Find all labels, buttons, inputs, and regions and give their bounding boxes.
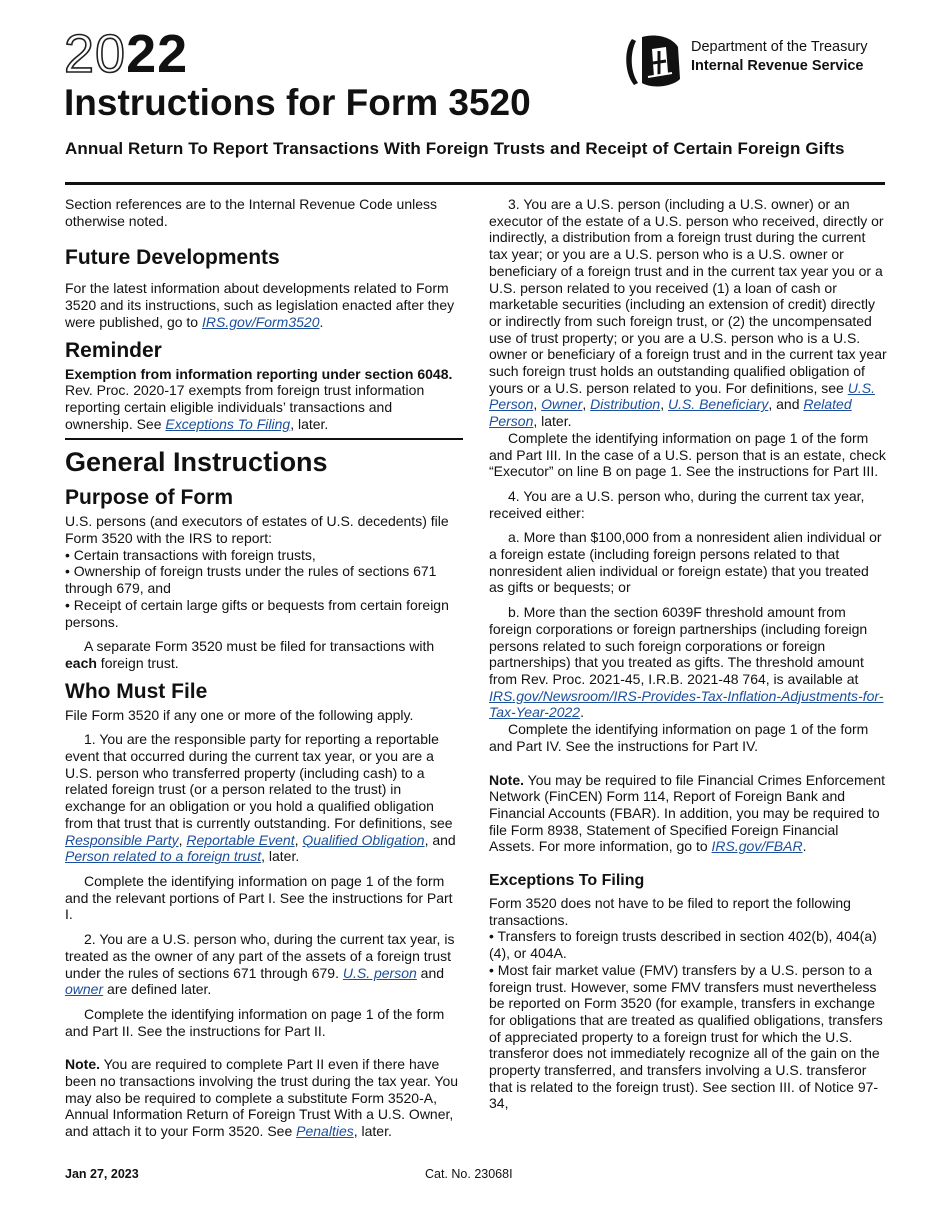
text: Who Must File: [65, 679, 208, 703]
text: Complete the identifying information on page 1 of the form and the relevant portions of Part I. See the instructions for Part I.: [65, 872, 453, 923]
paragraph: [489, 721, 887, 754]
bold-text: Exemption from information reporting under section 6048.: [65, 365, 453, 382]
text: a. More than $100,000 from a nonresident alien individual or a foreign estate (including foreign persons related to that nonresident alien individual or foreign estate) that you treated as gifts or bequests; or: [489, 529, 882, 596]
section-heading: [65, 246, 463, 270]
text: Form 3520 does not have to be filed to report the following transactions.: [489, 895, 851, 928]
paragraph: [65, 1056, 463, 1140]
text: .: [580, 704, 584, 721]
paragraph: [65, 513, 463, 546]
section-heading: [65, 680, 463, 704]
text: , later.: [533, 413, 572, 430]
bold-text: each: [65, 654, 97, 671]
text: ,: [660, 396, 668, 413]
bullet-item: [489, 928, 887, 961]
text: For the latest information about developments related to Form 3520 and its instructions, such as legislation enacted after they were published, go to: [65, 280, 455, 330]
text: Certain transactions with foreign trusts,: [73, 546, 316, 563]
cross-reference-link[interactable]: Responsible Party: [65, 831, 179, 848]
bold-text: Note.: [65, 1056, 100, 1073]
paragraph: [489, 529, 887, 596]
text: , later.: [290, 415, 329, 432]
text: ,: [582, 396, 591, 413]
agency-name: [691, 38, 868, 76]
right-column: [489, 196, 887, 1112]
text: Exceptions To Filing: [489, 872, 645, 890]
cross-reference-link[interactable]: U.S. person: [342, 964, 417, 981]
paragraph: [489, 196, 887, 430]
text: Ownership of foreign trusts under the rules of sections 671 through 679, and: [65, 563, 437, 597]
catalog-number: Cat. No. 23068I: [425, 1167, 513, 1181]
text: .: [802, 838, 807, 855]
cross-reference-link[interactable]: Person related to a foreign trust: [65, 848, 262, 865]
paragraph: [489, 772, 887, 856]
text: Complete the identifying information on page 1 of the form and Part II. See the instructions for Part II.: [65, 1005, 445, 1039]
paragraph: [65, 196, 463, 229]
bold-text: Note.: [489, 771, 524, 788]
irs-label: Internal Revenue Service: [691, 58, 864, 74]
section-heading: [489, 871, 887, 891]
cross-reference-link[interactable]: Exceptions To Filing: [165, 415, 291, 432]
text: Most fair market value (FMV) transfers by a U.S. person to a foreign trust. However, some FMV transfers must nevertheless be reported on Form 3520 (for example, transfers in exchange for obligations that are treated as qualified obligations, transfers of appreciated property to a foreign trust for which the U.S. transferor does not immediately recognize all of the gain on the property transferred, and transfers involving a U.S. transferor that is related to the foreign trust). See section III. of Notice 97-34,: [489, 961, 883, 1112]
text: 3. You are a U.S. person (including a U.S. owner) or an executor of the estate of a U.S. person who received, directly or indirectly, a distribution from a foreign trust during the current tax year; or you are a U.S. person who is a U.S. owner or beneficiary of a foreign trust and in the current tax year you or a U.S. person related to you received (1) a loan of cash or marketable securities (including an extension of credit) directly or indirectly from such foreign trust, or (2) the uncompensated use of trust property; or you are a U.S. person who is a U.S. owner or beneficiary of a foreign trust and in the current tax year such foreign trust holds an outstanding qualified obligation of yours or a U.S. person related to you. For definitions, see: [489, 196, 887, 396]
text: are defined later.: [103, 981, 212, 998]
paragraph: [489, 430, 887, 480]
year-outline: 20: [64, 24, 127, 84]
text: .: [319, 313, 324, 330]
cross-reference-link[interactable]: Related Person: [489, 396, 852, 430]
text: You may be required to file Financial Crimes Enforcement Network (FinCEN) Form 114, Report of Foreign Bank and Financial Accounts (FBAR). In addition, you may be required to file Form 8938, Statement of Specified Foreign Financial Assets. For more information, go to: [489, 771, 886, 855]
text: b. More than the section 6039F threshold amount from foreign corporations or foreign partnerships (including foreign persons related to such foreign corporations or foreign partnerships) that you treated as gifts. The threshold amount from Rev. Proc. 2021-45, I.R.B. 2021-48 764, is available at: [489, 604, 868, 687]
text: 1. You are the responsible party for reporting a reportable event that occurred during the current tax year, or you are a U.S. person who transferred property (including cash) to a related foreign trust (or a person related to the trust) in exchange for an obligation or you hold a qualified obligation from that trust that is currently outstanding. For definitions, see: [65, 731, 453, 831]
text: Rev. Proc. 2020-17 exempts from foreign trust information reporting certain eligible individuals’ transactions and ownership. See: [65, 382, 425, 432]
section-heading: [65, 486, 463, 510]
revision-date: Jan 27, 2023: [65, 1167, 139, 1181]
tax-year: [64, 24, 188, 84]
bullet-item: [65, 547, 463, 564]
text: and: [416, 964, 445, 981]
text: File Form 3520 if any one or more of the following apply.: [65, 706, 414, 723]
paragraph: [65, 1006, 463, 1039]
paragraph: [65, 731, 463, 865]
cross-reference-link[interactable]: Distribution: [590, 396, 661, 413]
text: Purpose of Form: [65, 486, 234, 510]
bullet-item: [489, 962, 887, 1112]
cross-reference-link[interactable]: Qualified Obligation: [302, 831, 425, 848]
cross-reference-link[interactable]: U.S. Beneficiary: [667, 396, 769, 413]
paragraph: [65, 280, 463, 330]
text: Future Developments: [65, 246, 280, 270]
text: , and: [768, 396, 804, 413]
text: A separate Form 3520 must be filed for transactions with: [84, 638, 435, 655]
text: ,: [294, 831, 303, 848]
text: 4. You are a U.S. person who, during the current tax year, received either:: [489, 487, 865, 521]
section-heading: [65, 339, 463, 363]
text: U.S. persons (and executors of estates of U.S. decedents) file Form 3520 with the IRS to report:: [65, 513, 449, 547]
paragraph: [65, 707, 463, 724]
text: You are required to complete Part II even if there have been no transactions involving the trust during the tax year. You may also be required to complete a substitute Form 3520-A, Annual Information Return of Foreign Trust With a U.S. Owner, and attach it to your Form 3520. See: [65, 1056, 459, 1140]
page-title: Instructions for Form 3520: [64, 82, 531, 123]
paragraph: [489, 895, 887, 928]
text: Complete the identifying information on page 1 of the form and Part III. In the case of a U.S. person that is an estate, check “Executor” on line B on page 1. See the instructions for Part III.: [489, 429, 886, 480]
text: , later.: [353, 1123, 392, 1140]
text: Reminder: [65, 338, 162, 362]
cross-reference-link[interactable]: U.S. Person: [489, 379, 875, 413]
text: ,: [178, 831, 187, 848]
paragraph: [489, 604, 887, 721]
text: Transfers to foreign trusts described in section 402(b), 404(a)(4), or 404A.: [489, 928, 877, 962]
left-column: [65, 196, 463, 1140]
paragraph: [489, 488, 887, 521]
text: Receipt of certain large gifts or bequests from certain foreign persons.: [65, 596, 449, 630]
cross-reference-link[interactable]: IRS.gov/Newsroom/IRS-Provides-Tax-Inflation-Adjustments-for-Tax-Year-2022: [489, 687, 884, 721]
cross-reference-link[interactable]: IRS.gov/Form3520: [201, 313, 320, 330]
text: , and: [424, 831, 456, 848]
text: Complete the identifying information on page 1 of the form and Part IV. See the instructions for Part IV.: [489, 721, 869, 754]
text: 2. You are a U.S. person who, during the current tax year, is treated as the owner of any part of the assets of a foreign trust under the rules of sections 671 through 679.: [65, 931, 455, 981]
irs-eagle-logo-icon: [622, 33, 684, 89]
cross-reference-link[interactable]: Reportable Event: [186, 831, 295, 848]
year-bold: 22: [126, 24, 189, 84]
cross-reference-link[interactable]: IRS.gov/FBAR: [711, 838, 803, 855]
text: Section references are to the Internal Revenue Code unless otherwise noted.: [65, 196, 438, 229]
bullet-item: [65, 597, 463, 630]
paragraph: [65, 873, 463, 923]
paragraph: [65, 931, 463, 998]
cross-reference-link[interactable]: Penalties: [296, 1123, 354, 1140]
cross-reference-link[interactable]: owner: [65, 981, 104, 998]
paragraph: [65, 366, 463, 433]
header-divider: [65, 182, 885, 185]
text: foreign trust.: [96, 654, 179, 671]
text: , later.: [261, 848, 300, 865]
department-label: Department of the Treasury: [691, 39, 868, 55]
text: ,: [533, 396, 542, 413]
bullet-item: [65, 563, 463, 596]
page-subtitle: Annual Return To Report Transactions With Foreign Trusts and Receipt of Certain Foreign Gifts: [65, 139, 845, 158]
text: General Instructions: [65, 447, 328, 478]
paragraph: [65, 638, 463, 671]
cross-reference-link[interactable]: Owner: [541, 396, 583, 413]
section-heading: [65, 438, 463, 478]
